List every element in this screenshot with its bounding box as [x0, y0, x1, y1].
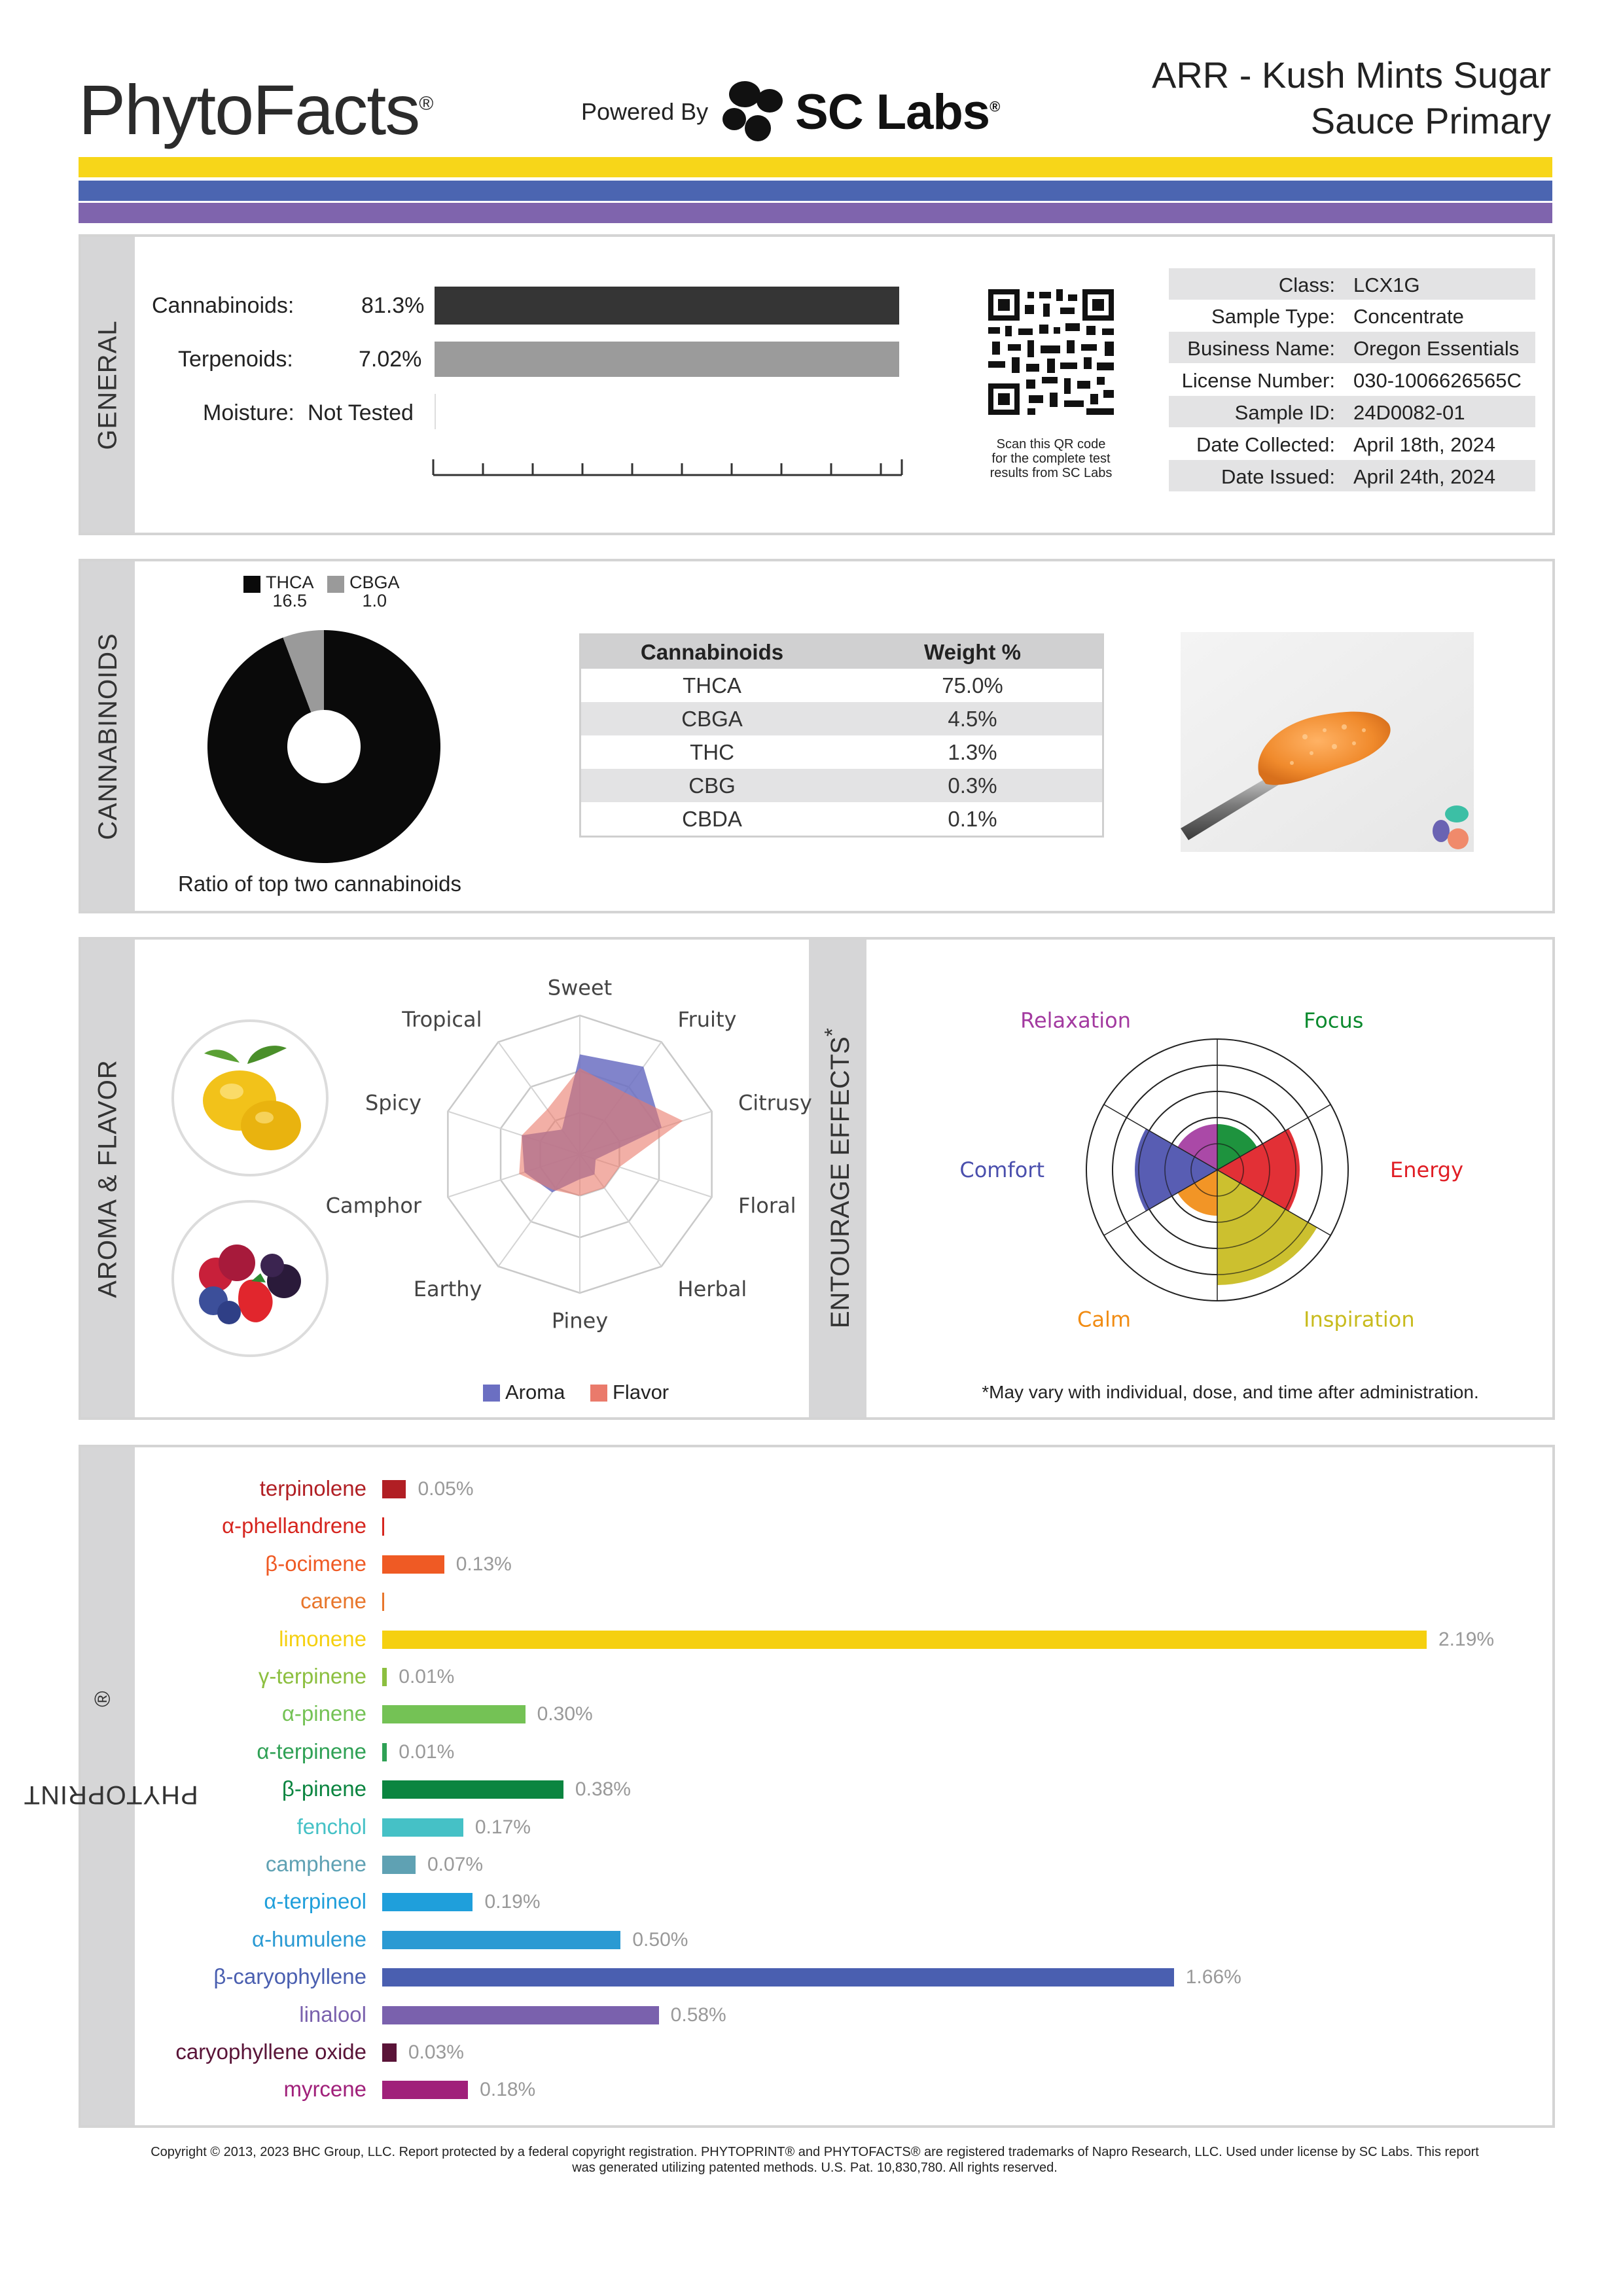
- terpene-value: 0.17%: [474, 1816, 531, 1838]
- aroma-flavor-radar-chart: [325, 975, 812, 1348]
- terpene-bar: [382, 1856, 416, 1874]
- terpene-bar: [382, 1780, 563, 1799]
- terpenoids-bar: [435, 342, 899, 377]
- legend-flavor-swatch: [590, 1385, 607, 1402]
- powered-by-label: Powered By: [581, 98, 709, 125]
- terpene-value: 0.58%: [670, 2004, 726, 2026]
- table-row: THC 1.3%: [690, 740, 997, 764]
- terpene-value: 0.01%: [399, 1666, 455, 1687]
- terpene-name: α-humulene: [251, 1926, 366, 1951]
- terpene-value: 0.30%: [537, 1703, 593, 1725]
- qr-code-icon[interactable]: [988, 289, 1114, 415]
- copyright-footer: Copyright © 2013, 2023 BHC Group, LLC. Report protected by a federal copyright registration. PHYTOPRINT® and PHYTOFACTS® are registered trademarks of Napro Research, LLC. Used under license by SC Labs. This report was generated utilizing patented methods. U.S. Pat. 10,830,780. All rights reserved.: [151, 2145, 1479, 2175]
- info-row-business-name: Business Name: Oregon Essentials: [1169, 332, 1535, 363]
- radar-axis-label: Piney: [551, 1308, 609, 1333]
- terpene-name: carene: [300, 1589, 366, 1614]
- cannabinoids-section-label: CANNABINOIDS: [93, 632, 122, 840]
- terpene-bar: [382, 1705, 526, 1723]
- terpene-value: 0.13%: [455, 1553, 512, 1575]
- terpene-bar: [382, 1631, 1427, 1649]
- cannabinoids-label: Cannabinoids:: [152, 293, 294, 318]
- terpene-value: 0.18%: [480, 2079, 536, 2101]
- entourage-effects-chart: [955, 995, 1479, 1335]
- phytofacts-logo: PhytoFacts®: [79, 70, 433, 149]
- donut-slice-thca: [207, 630, 440, 863]
- terpene-bar: [382, 1593, 384, 1611]
- entourage-label-energy: Energy: [1390, 1157, 1464, 1182]
- terpene-bar: [382, 1743, 387, 1761]
- terpene-name: α-phellandrene: [222, 1513, 366, 1538]
- table-row: THCA 75.0%: [683, 673, 1003, 698]
- legend-flavor: Flavor: [613, 1381, 669, 1404]
- sc-labs-wordmark: SC Labs®: [795, 84, 1000, 140]
- table-row: CBG 0.3%: [581, 769, 1102, 802]
- radar-axis-label: Tropical: [402, 1007, 482, 1033]
- terpene-name: caryophyllene oxide: [175, 2040, 366, 2064]
- info-row-date-collected: Date Collected: April 18th, 2024: [1196, 433, 1496, 456]
- terpene-name: limonene: [279, 1626, 366, 1651]
- radar-axis-label: Herbal: [677, 1276, 747, 1301]
- terpene-bar: [382, 1668, 387, 1686]
- terpene-name: fenchol: [296, 1814, 366, 1839]
- moisture-label: Moisture:: [203, 400, 294, 425]
- sc-labs-logo-icon: [720, 77, 785, 145]
- lemon-image: [171, 1019, 329, 1176]
- moisture-bar: [435, 394, 436, 429]
- info-row-class: Class: LCX1G: [1169, 268, 1535, 300]
- sc-labs-mark-teal: [1445, 805, 1469, 822]
- entourage-label-focus: Focus: [1304, 1008, 1364, 1033]
- legend-aroma: Aroma: [505, 1381, 565, 1404]
- terpenoids-value: 7.02%: [359, 347, 422, 372]
- terpene-name: β-pinene: [281, 1776, 366, 1801]
- cannabinoid-donut-chart: [205, 628, 442, 865]
- info-row-date-issued: Date Issued: April 24th, 2024: [1169, 460, 1535, 491]
- info-row-sample-id: Sample ID: 24D0082-01: [1169, 396, 1535, 427]
- terpene-value: 0.19%: [484, 1891, 541, 1913]
- terpene-value: 0.01%: [399, 1740, 455, 1763]
- terpene-name: β-ocimene: [265, 1551, 366, 1576]
- terpene-name: myrcene: [283, 2077, 366, 2102]
- blue-stripe: [79, 181, 1552, 201]
- purple-stripe: [79, 203, 1552, 223]
- terpene-bar: [382, 2081, 468, 2099]
- ratio-caption: Ratio of top two cannabinoids: [178, 872, 461, 896]
- radar-axis-label: Citrusy: [738, 1090, 812, 1116]
- entourage-label-inspiration: Inspiration: [1304, 1307, 1415, 1332]
- general-scale-axis: [431, 457, 904, 479]
- entourage-label-relaxation: Relaxation: [1020, 1008, 1131, 1033]
- table-row: CBDA 0.1%: [682, 807, 997, 831]
- table-row: CBGA 4.5%: [581, 702, 1102, 735]
- terpene-name: camphene: [265, 1852, 366, 1876]
- phytoprint-section-label: PHYTOPRINT®: [23, 1690, 198, 1810]
- radar-axis-label: Sweet: [547, 975, 613, 1000]
- cannabinoids-bar: [435, 287, 899, 325]
- terpene-name: α-terpinene: [257, 1739, 366, 1763]
- radar-axis-label: Earthy: [413, 1276, 482, 1301]
- terpene-value: 1.66%: [1185, 1966, 1241, 1988]
- product-photo: [1181, 632, 1474, 852]
- moisture-value: Not Tested: [308, 400, 414, 425]
- sample-title: ARR - Kush Mints Sugar Sauce Primary: [1152, 54, 1551, 141]
- terpene-value: 2.19%: [1438, 1628, 1495, 1650]
- entourage-section-label: ENTOURAGE EFFECTS*: [820, 1028, 855, 1329]
- terpene-bar: [382, 2006, 659, 2024]
- cannabinoids-value: 81.3%: [361, 293, 425, 318]
- legend-cbga: CBGA 1.0: [349, 573, 400, 610]
- entourage-label-comfort: Comfort: [959, 1157, 1044, 1182]
- legend-thca: THCA 16.5: [266, 573, 314, 610]
- radar-axis-label: Fruity: [677, 1007, 737, 1033]
- terpene-value: 0.03%: [408, 2041, 464, 2063]
- general-section-label: GENERAL: [93, 319, 122, 450]
- terpene-bar: [382, 1480, 406, 1498]
- terpene-bar: [382, 1555, 444, 1574]
- terpene-name: β-caryophyllene: [213, 1964, 366, 1989]
- terpenoids-label: Terpenoids:: [178, 347, 293, 372]
- berries-image: [171, 1200, 329, 1357]
- legend-thca-swatch: [243, 576, 260, 593]
- terpene-bar: [382, 2043, 397, 2062]
- terpene-value: 0.07%: [427, 1854, 484, 1875]
- cannabinoid-table: [579, 633, 1104, 838]
- terpene-name: terpinolene: [259, 1476, 366, 1500]
- legend-cbga-swatch: [327, 576, 344, 593]
- table-header: Cannabinoids Weight %: [581, 635, 1102, 669]
- yellow-stripe: [79, 157, 1552, 177]
- aroma-section-label: AROMA & FLAVOR: [93, 1059, 122, 1298]
- terpene-bar: [382, 1818, 463, 1837]
- terpene-bar: [382, 1893, 473, 1911]
- radar-axis-label: Camphor: [325, 1193, 422, 1218]
- terpene-name: γ-terpinene: [258, 1664, 366, 1688]
- terpene-name: α-pinene: [281, 1701, 366, 1726]
- terpene-bar: [382, 1931, 620, 1949]
- terpene-bar: [382, 1517, 384, 1536]
- legend-aroma-swatch: [483, 1385, 500, 1402]
- entourage-label-calm: Calm: [1077, 1307, 1131, 1332]
- terpene-bar: [382, 1968, 1174, 1987]
- terpene-name: α-terpineol: [264, 1889, 366, 1914]
- radar-axis-label: Spicy: [365, 1090, 422, 1116]
- terpene-value: 0.05%: [418, 1478, 474, 1500]
- terpene-name: linalool: [299, 2002, 366, 2026]
- info-row-sample-type: Sample Type: Concentrate: [1211, 305, 1464, 328]
- terpene-value: 0.38%: [575, 1778, 631, 1801]
- entourage-note: *May vary with individual, dose, and time after administration.: [982, 1382, 1479, 1402]
- info-row-license-number: License Number: 030-1006626565C: [1181, 369, 1522, 392]
- radar-axis-label: Floral: [738, 1193, 796, 1218]
- qr-caption: Scan this QR code for the complete test results from SC Labs: [990, 437, 1113, 480]
- terpene-value: 0.50%: [632, 1928, 688, 1951]
